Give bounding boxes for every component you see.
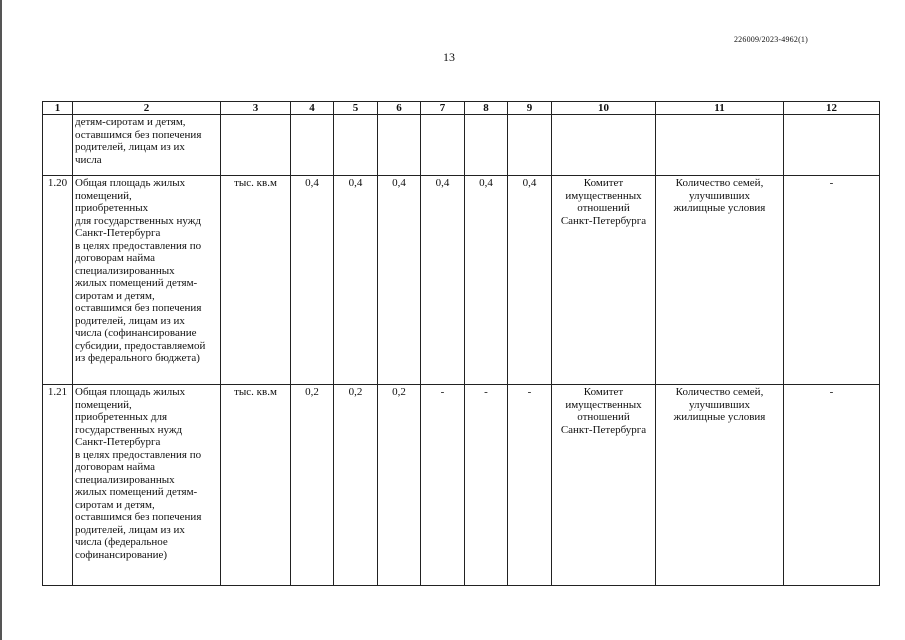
text-line: Санкт-Петербурга [560, 214, 647, 227]
table-row [43, 176, 880, 385]
text-line: родителей, лицам из их [75, 314, 185, 327]
column-header: 8 [465, 102, 508, 115]
cell-indicator [656, 176, 784, 385]
text-line: Комитет [583, 386, 624, 398]
cell-value: - [508, 385, 552, 586]
text-line: отношений [577, 202, 630, 214]
text-line: Комитет [583, 177, 624, 189]
cell-value [291, 115, 334, 176]
text-line: в целях предоставления по [75, 239, 202, 252]
text-line: Санкт-Петербурга [75, 436, 161, 448]
text-line: Санкт-Петербурга [560, 423, 647, 436]
cell-value: 0,4 [334, 176, 378, 385]
cell-value: 0,2 [378, 385, 421, 586]
text-line: для государственных нужд [75, 214, 201, 227]
text-line: детям-сиротам и детям, [75, 116, 186, 128]
column-header: 7 [421, 102, 465, 115]
text-line: имущественных [565, 398, 642, 411]
text-line: родителей, лицам из их [75, 523, 185, 536]
column-header: 1 [43, 102, 73, 115]
text-line: улучшивших [689, 398, 750, 411]
column-header: 5 [334, 102, 378, 115]
cell-value: 0,2 [334, 385, 378, 586]
text-line: жилых помещений детям- [75, 277, 198, 289]
column-header: 9 [508, 102, 552, 115]
text-line: жилищные условия [673, 202, 766, 214]
text-line: приобретенных для [75, 411, 168, 423]
cell-value: 0,4 [291, 176, 334, 385]
cell-value [421, 115, 465, 176]
table-row [43, 385, 880, 586]
cell-executor [552, 115, 656, 176]
text-line: сиротам и детям, [75, 289, 155, 302]
column-header: 4 [291, 102, 334, 115]
cell-value: 0,4 [378, 176, 421, 385]
program-indicators-table [42, 101, 880, 586]
text-line: Количество семей, [675, 177, 764, 189]
cell-value: 0,4 [465, 176, 508, 385]
text-line: отношений [577, 411, 630, 423]
text-line: оставшимся без попечения [75, 128, 202, 141]
text-line: жилищные условия [673, 411, 766, 423]
column-header: 2 [73, 102, 221, 115]
text-line: договорам найма [75, 252, 155, 264]
text-line: договорам найма [75, 461, 155, 473]
text-line: специализированных [75, 264, 175, 277]
page-number: 13 [443, 50, 455, 64]
cell-value [508, 115, 552, 176]
cell-value: - [465, 385, 508, 586]
text-line: родителей, лицам из их [75, 141, 185, 153]
cell-indicator-name [73, 176, 221, 385]
text-line: улучшивших [689, 189, 750, 202]
text-line: оставшимся без попечения [75, 511, 202, 523]
text-line: софинансирование) [75, 548, 168, 561]
cell-value [378, 115, 421, 176]
text-line: Санкт-Петербурга [75, 227, 161, 239]
text-line: государственных нужд [75, 423, 183, 436]
text-line: числа (федеральное [75, 536, 168, 548]
cell-indicator-name [73, 115, 221, 176]
cell-indicator [656, 115, 784, 176]
text-line: жилых помещений детям- [75, 486, 198, 498]
text-line: числа [75, 153, 102, 166]
scan-edge [0, 0, 4, 640]
column-header: 12 [784, 102, 880, 115]
text-line: Количество семей, [675, 386, 764, 398]
cell-executor [552, 385, 656, 586]
cell-col12: - [784, 385, 880, 586]
cell-row-number: 1.21 [43, 385, 73, 586]
text-line: сиротам и детям, [75, 498, 155, 511]
cell-col12 [784, 115, 880, 176]
document-registration-number: 226009/2023-4962(1) [733, 35, 808, 44]
text-line: специализированных [75, 473, 175, 486]
cell-row-number [43, 115, 73, 176]
cell-value: 0,2 [291, 385, 334, 586]
cell-value [334, 115, 378, 176]
text-line: из федерального бюджета) [75, 352, 200, 364]
text-line: приобретенных [75, 202, 149, 214]
cell-unit [221, 115, 291, 176]
cell-indicator [656, 385, 784, 586]
cell-row-number: 1.20 [43, 176, 73, 385]
text-line: субсидии, предоставляемой [75, 339, 206, 352]
cell-unit: тыс. кв.м [221, 176, 291, 385]
table-header-row [43, 102, 880, 115]
cell-col12: - [784, 176, 880, 385]
text-line: Общая площадь жилых [75, 177, 186, 189]
cell-value [465, 115, 508, 176]
cell-value: - [421, 385, 465, 586]
cell-value: 0,4 [508, 176, 552, 385]
column-header: 3 [221, 102, 291, 115]
cell-indicator-name [73, 385, 221, 586]
cell-value: 0,4 [421, 176, 465, 385]
text-line: помещений, [75, 398, 132, 411]
column-header: 11 [656, 102, 784, 115]
text-line: в целях предоставления по [75, 448, 202, 461]
column-header: 10 [552, 102, 656, 115]
table-row-continuation [43, 115, 880, 176]
text-line: помещений, [75, 189, 132, 202]
text-line: оставшимся без попечения [75, 302, 202, 314]
text-line: имущественных [565, 189, 642, 202]
text-line: числа (софинансирование [75, 327, 197, 339]
cell-executor [552, 176, 656, 385]
text-line: Общая площадь жилых [75, 386, 186, 398]
column-header: 6 [378, 102, 421, 115]
cell-unit: тыс. кв.м [221, 385, 291, 586]
